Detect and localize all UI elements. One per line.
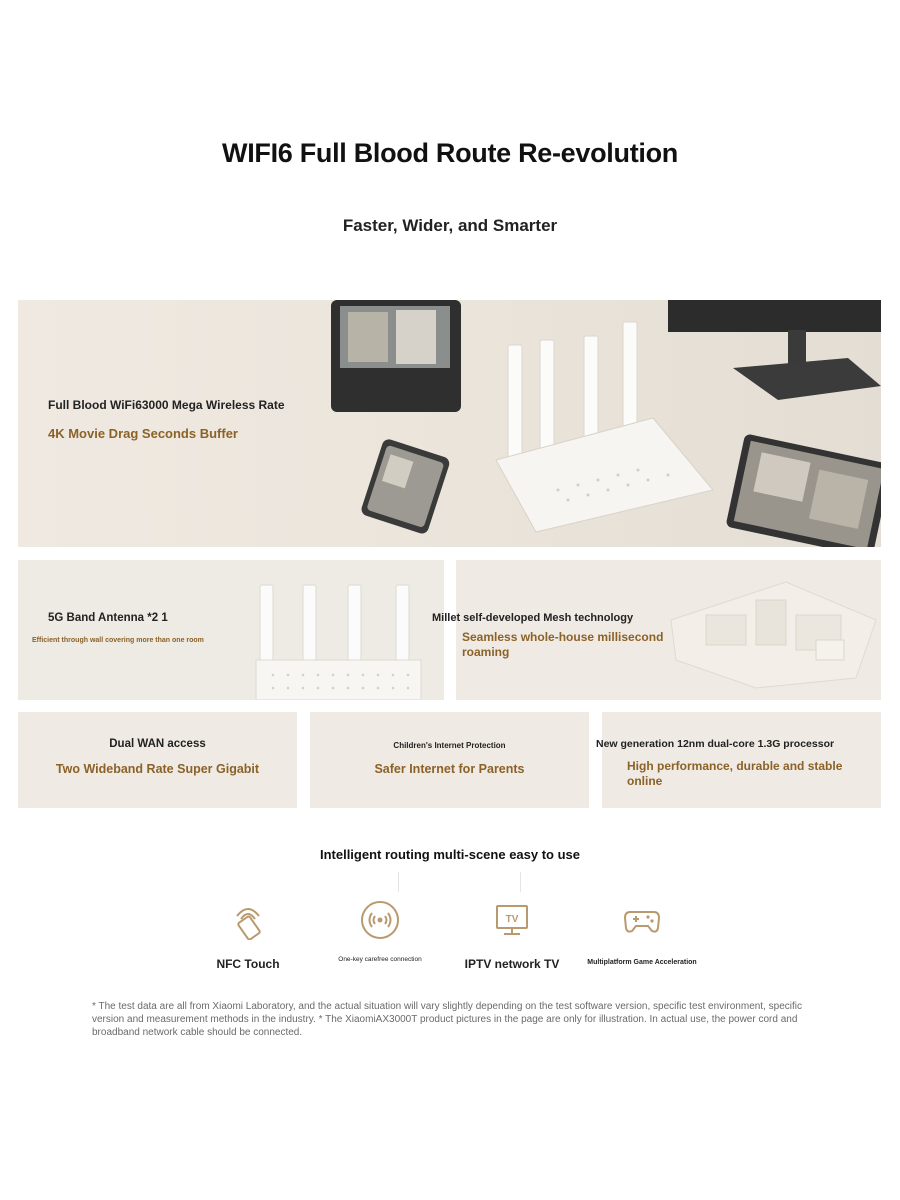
- children-protection-panel: [310, 712, 589, 808]
- router-antenna-image: [18, 560, 444, 700]
- processor-highlight: High performance, durable and stable online: [627, 759, 843, 788]
- mesh-feature-title: Millet self-developed Mesh technology: [432, 612, 634, 624]
- dual-wan-highlight: Two Wideband Rate Super Gigabit: [55, 762, 260, 776]
- scene-item-game: [577, 900, 707, 966]
- gamepad-icon: [622, 900, 662, 940]
- mesh-feature-highlight: Seamless whole-house millisecond roaming: [462, 630, 664, 659]
- scene-label: IPTV network TV: [464, 957, 560, 971]
- tv-icon: [492, 900, 532, 940]
- scene-label: Multiplatform Game Acceleration: [587, 959, 697, 966]
- antenna-feature-title: 5G Band Antenna *2 1: [48, 612, 168, 624]
- mesh-panel: [432, 560, 881, 700]
- antenna-panel: [18, 560, 444, 700]
- scene-label: One-key carefree connection: [338, 956, 422, 963]
- hero-panel: [18, 300, 881, 547]
- hero-feature-title: Full Blood WiFi63000 Mega Wireless Rate: [48, 398, 285, 412]
- wireless-signal-icon: [360, 900, 400, 940]
- nfc-touch-icon: [228, 900, 268, 940]
- scene-item-iptv: [447, 900, 577, 971]
- hero-product-scene-image: [18, 300, 881, 547]
- processor-title: New generation 12nm dual-core 1.3G processor: [596, 738, 835, 750]
- page-subtitle: Faster, Wider, and Smarter: [342, 216, 558, 235]
- scene-item-connection: [315, 900, 445, 965]
- scene-label: NFC Touch: [216, 957, 280, 971]
- page-title: WIFI6 Full Blood Route Re-evolution: [222, 138, 678, 168]
- dual-wan-title: Dual WAN access: [109, 738, 206, 750]
- scenes-heading: Intelligent routing multi-scene easy to use: [319, 847, 581, 862]
- divider: [398, 872, 399, 892]
- hero-feature-highlight: 4K Movie Drag Seconds Buffer: [48, 426, 238, 441]
- antenna-feature-description: Efficient through wall covering more than one room: [32, 637, 204, 644]
- scene-item-nfc: [183, 900, 313, 971]
- footnote: * The test data are all from Xiaomi Laboratory, and the actual situation will vary slightly depending on the test software version, specific test environment, specific version and measurement methods in the industry. * The XiaomiAX3000T product pictures in the page are only for illustration. In actual use, the power cord and broadband network cable should be connected.: [92, 1001, 802, 1038]
- children-protection-title: Children's Internet Protection: [393, 741, 506, 750]
- processor-panel: [596, 712, 881, 808]
- tv-icon-text: TV: [505, 914, 519, 925]
- dual-wan-panel: [18, 712, 297, 808]
- children-protection-highlight: Safer Internet for Parents: [374, 762, 525, 776]
- divider: [520, 872, 521, 892]
